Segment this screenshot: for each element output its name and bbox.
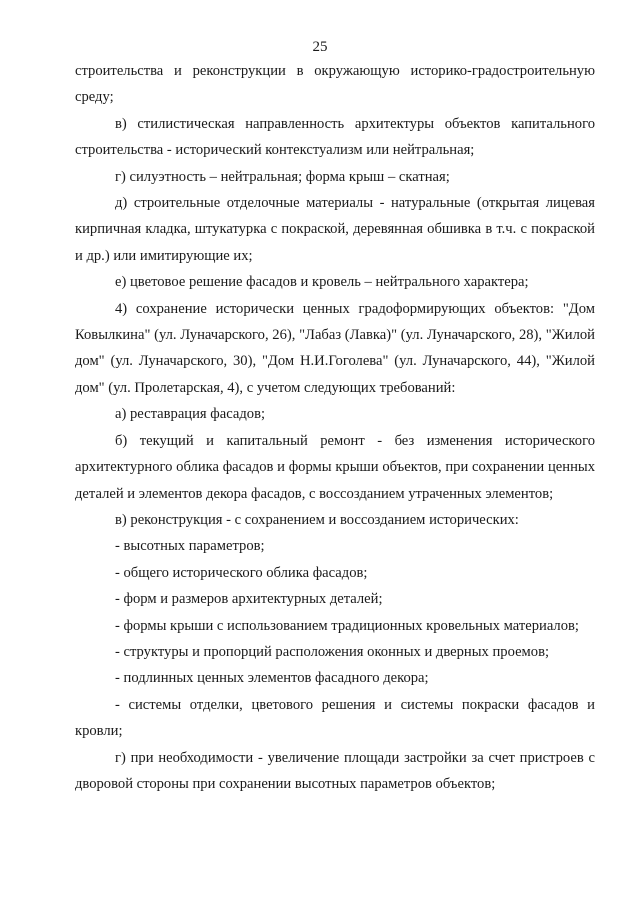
- paragraph: в) стилистическая направленность архитектуры объектов капитального строительства - исторический контекстуализм или нейтральная;: [75, 115, 595, 159]
- paragraph: - формы крыши с использованием традиционных кровельных материалов;: [115, 617, 579, 634]
- paragraph: строительства и реконструкции в окружающую историко-градостроительную среду;: [75, 63, 595, 106]
- paragraph: - общего исторического облика фасадов;: [115, 564, 368, 581]
- paragraph: 4) сохранение исторически ценных градоформирующих объектов: "Дом Ковылкина" (ул. Луначарского, 26), "Лабаз (Лавка)" (ул. Луначарского, 28), "Жилой дом" (ул. Луначарского, 30), "Дом Н.И.Гоголева" (ул. Луначарского, 44), "Жилой дом" (ул. Пролетарская, 4), с учетом следующих требований:: [75, 300, 595, 396]
- page-number: 25: [312, 39, 328, 55]
- paragraph: д) строительные отделочные материалы - натуральные (открытая лицевая кирпичная кладка, штукатурка с покраской, деревянная обшивка в т.ч. с покраской и др.) или имитирующие их;: [75, 195, 595, 264]
- paragraph: е) цветовое решение фасадов и кровель – нейтрального характера;: [115, 274, 529, 291]
- paragraph: в) реконструкция - с сохранением и воссозданием исторических:: [115, 511, 519, 528]
- document-body: [75, 58, 595, 797]
- paragraph: - структуры и пропорций расположения оконных и дверных проемов;: [115, 643, 550, 660]
- paragraph: - системы отделки, цветового решения и системы покраски фасадов и кровли;: [75, 696, 595, 740]
- paragraph: г) при необходимости - увеличение площади застройки за счет пристроев с дворовой стороны при сохранении высотных параметров объектов;: [75, 749, 595, 792]
- paragraph: а) реставрация фасадов;: [115, 406, 266, 423]
- paragraph: - подлинных ценных элементов фасадного декора;: [115, 670, 429, 687]
- paragraph: б) текущий и капитальный ремонт - без изменения исторического архитектурного облика фасадов и формы крыши объектов, при сохранении ценных деталей и элементов декора фасадов, с воссозданием утраченных элементов;: [75, 432, 595, 502]
- paragraph: - высотных параметров;: [115, 538, 265, 555]
- paragraph: - форм и размеров архитектурных деталей;: [115, 591, 383, 608]
- paragraph: г) силуэтность – нейтральная; форма крыш – скатная;: [115, 168, 450, 185]
